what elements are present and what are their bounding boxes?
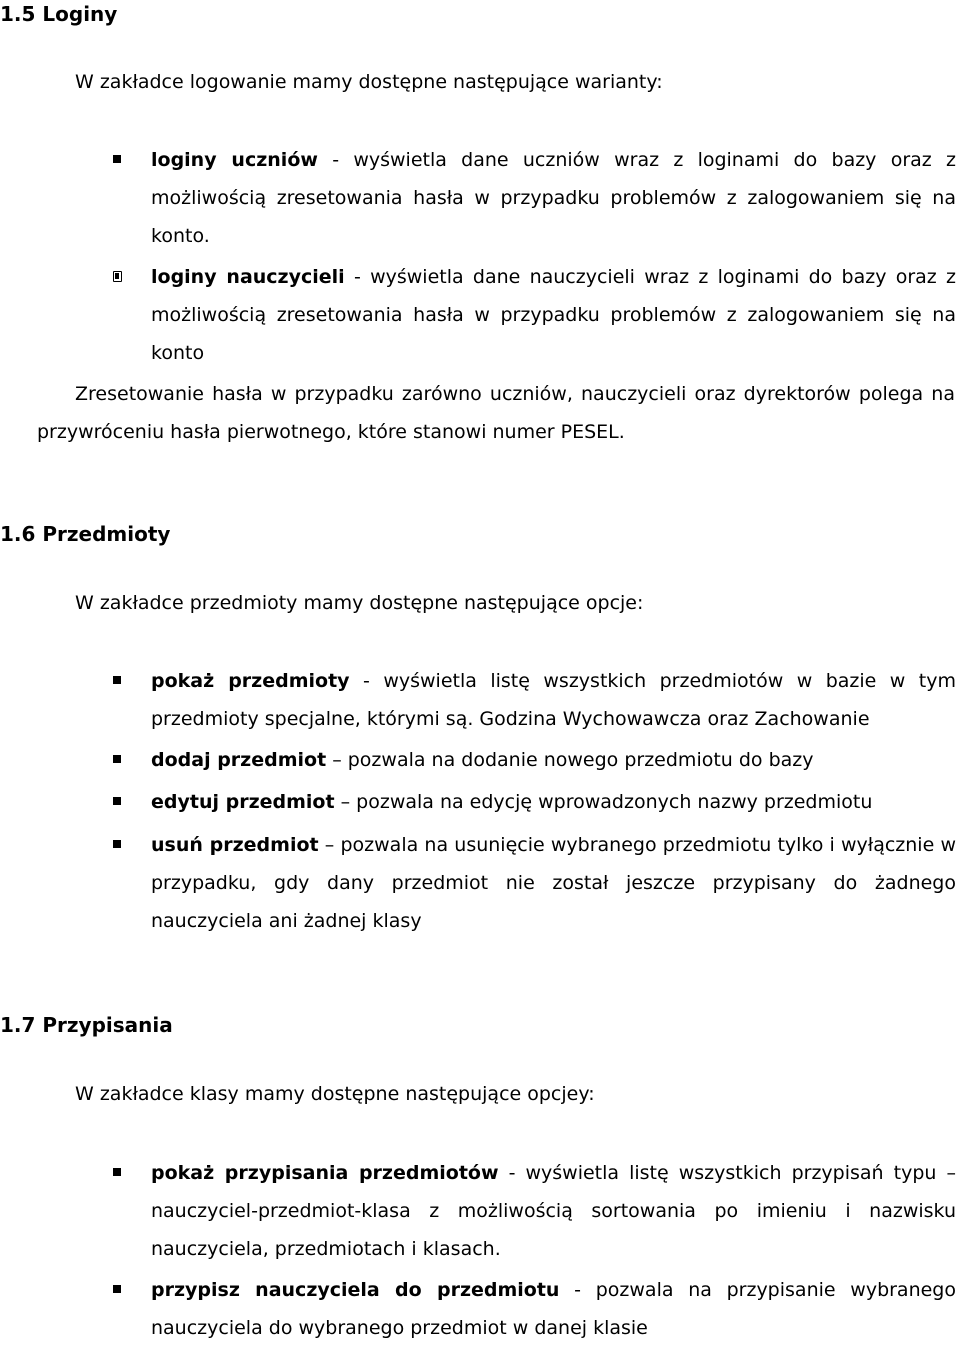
- item-description: – pozwala na dodanie nowego przedmiotu do bazy: [326, 749, 814, 771]
- list-item-dodaj-przedmiot: [151, 741, 814, 779]
- item-description: – pozwala na usunięcie wybranego przedmiotu tylko i wyłącznie w przypadku, gdy dany przedmiot nie został jeszcze przypisany do żadnego nauczyciela ani żadnej klasy: [151, 834, 956, 932]
- list-item-pokaz-przedmioty: [151, 662, 956, 738]
- list-item-pokaz-przypisania: [151, 1154, 956, 1268]
- list-item-edytuj-przedmiot: [151, 783, 872, 821]
- square-bullet-icon: [113, 840, 121, 848]
- item-description: – pozwala na edycję wprowadzonych nazwy przedmiotu: [334, 791, 873, 813]
- section-heading-przypisania: 1.7 Przypisania: [0, 1013, 173, 1037]
- list-item-loginy-nauczycieli: [151, 258, 956, 372]
- item-description: - pozwala na przypisanie wybranego nauczyciela do wybranego przedmiot w danej klasie: [151, 1279, 956, 1339]
- przypisania-intro: W zakładce klasy mamy dostępne następujące opcjey:: [75, 1083, 595, 1105]
- square-bullet-icon: [113, 755, 121, 763]
- item-term: pokaż przedmioty: [151, 670, 350, 692]
- item-description: - wyświetla listę wszystkich przypisań typu – nauczyciel-przedmiot-klasa z możliwością sortowania po imieniu i nazwisku nauczyciela, przedmiotach i klasach.: [151, 1162, 956, 1260]
- item-term: przypisz nauczyciela do przedmiotu: [151, 1279, 560, 1301]
- item-term: edytuj przedmiot: [151, 791, 335, 813]
- item-term: loginy nauczycieli: [151, 266, 345, 288]
- item-description: - wyświetla dane nauczycieli wraz z loginami do bazy oraz z możliwością zresetowania hasła w przypadku problemów z zalogowaniem się na konto: [151, 266, 957, 364]
- item-term: pokaż przypisania przedmiotów: [151, 1162, 499, 1184]
- item-description: - wyświetla listę wszystkich przedmiotów w bazie w tym przedmioty specjalne, którymi są. Godzina Wychowawcza oraz Zachowanie: [151, 670, 956, 730]
- reset-password-note: Zresetowanie hasła w przypadku zarówno uczniów, nauczycieli oraz dyrektorów polega na przywróceniu hasła pierwotnego, które stanowi numer PESEL.: [37, 383, 955, 443]
- item-description: - wyświetla dane uczniów wraz z loginami do bazy oraz z możliwością zresetowania hasła w przypadku problemów z zalogowaniem się na konto.: [151, 149, 956, 247]
- square-bullet-icon: [113, 1285, 121, 1293]
- przedmioty-intro: W zakładce przedmioty mamy dostępne następujące opcje:: [75, 592, 644, 614]
- loginy-intro: W zakładce logowanie mamy dostępne następujące warianty:: [75, 71, 663, 93]
- square-bullet-icon: [113, 1168, 121, 1176]
- list-item-przypisz-nauczyciela: [151, 1271, 956, 1347]
- section-heading-loginy: 1.5 Loginy: [0, 2, 118, 26]
- square-bullet-icon: [113, 676, 121, 684]
- list-item-usun-przedmiot: [151, 826, 956, 940]
- list-item-loginy-uczniow: [151, 141, 956, 255]
- item-term: usuń przedmiot: [151, 834, 319, 856]
- square-bullet-icon: [113, 797, 121, 805]
- square-bullet-icon: [113, 271, 121, 282]
- square-bullet-icon: [113, 155, 121, 163]
- section-heading-przedmioty: 1.6 Przedmioty: [0, 522, 171, 546]
- item-term: loginy uczniów: [151, 149, 318, 171]
- item-term: dodaj przedmiot: [151, 749, 327, 771]
